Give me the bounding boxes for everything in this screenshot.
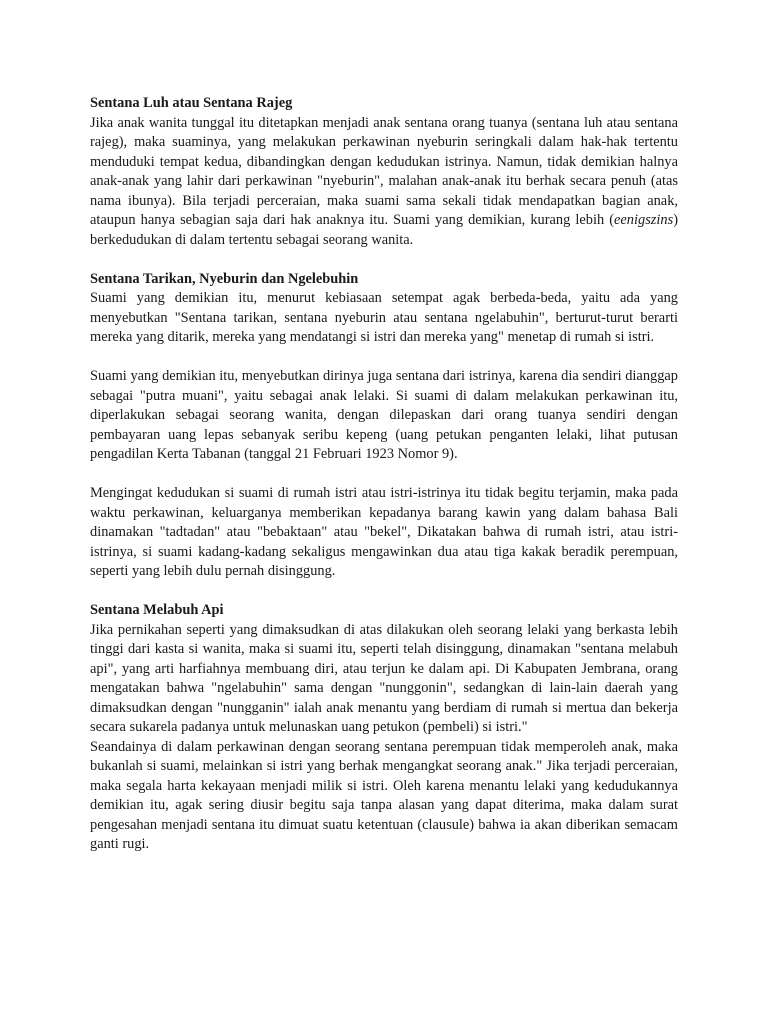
paragraph: [90, 114, 678, 251]
paragraph: Seandainya di dalam perkawinan dengan seorang sentana perempuan tidak memperoleh anak, maka bukanlah si suami, melainkan si istri yang berhak mengangkat seorang anak." Jika terjadi perceraian, maka segala harta kekayaan menjadi milik si istri. Oleh karena menantu lelaki yang kedudukannya demikian itu, agak sering diusir begitu saja tanpa alasan yang dapat diterima, maka dalam surat pengesahan menjadi sentana itu dimuat suatu ketentuan (clausule) bahwa ia akan diberikan semacam ganti rugi.: [90, 738, 678, 852]
section-sentana-melabuh-api: [90, 601, 678, 855]
spacer: [90, 250, 678, 270]
paragraph-text: Jika anak wanita tunggal itu ditetapkan menjadi anak sentana orang tuanya (sentana luh atau sentana rajeg), maka suaminya, yang melakukan perkawinan nyeburin seringkali dalam hak-hak tertentu menduduki tempat kedua, dibandingkan dengan kedudukan istrinya. Namun, tidak demikian halnya anak-anak yang lahir dari perkawinan "nyeburin", malahan anak-anak itu berhak secara penuh (atas nama ibunya). Bila terjadi perceraian, maka suami sama sekali tidak mendapatkan bagian anak, ataupun hanya sebagian saja dari hak anaknya itu. Suami yang demikian, kurang lebih (: [90, 114, 678, 228]
section-sentana-luh: [90, 94, 678, 250]
section-sentana-tarikan: [90, 270, 678, 582]
paragraph: Suami yang demikian itu, menyebutkan dirinya juga sentana dari istrinya, karena dia sendiri dianggap sebagai "putra muani", yaitu sebagai anak lelaki. Si suami di dalam melakukan perkawinan itu, diperlakukan sebagai seorang wanita, dengan dilepaskan dari orang tuanya sendiri dengan pembayaran uang lepas sebanyak seribu kepeng (uang petukan penganten lelaki, lihat putusan pengadilan Kerta Tabanan (tanggal 21 Februari 1923 Nomor 9).: [90, 368, 678, 462]
spacer: [90, 465, 678, 485]
section-heading: Sentana Luh atau Sentana Rajeg: [90, 95, 293, 111]
section-heading: Sentana Tarikan, Nyeburin dan Ngelebuhin: [90, 270, 359, 287]
paragraph: Jika pernikahan seperti yang dimaksudkan di atas dilakukan oleh seorang lelaki yang berkasta lebih tinggi dari kasta si wanita, maka si suami itu, seperti telah disinggung, dinamakan "sentana melabuh api", yang arti harfiahnya membuang diri, atau terjun ke dalam api. Di Kabupaten Jembrana, orang mengatakan bahwa "ngelabuhin" sama dengan "nunggonin", sedangkan di lain-lain daerah yang dimaksudkan dengan "nungganin" ialah anak menantu yang berdiam di rumah si mertua dan bekerja secara sukarela padanya untuk melunaskan uang petukon (pembeli) si istri.": [90, 621, 678, 735]
spacer: [90, 582, 678, 602]
spacer: [90, 348, 678, 368]
section-heading: Sentana Melabuh Api: [90, 602, 224, 618]
paragraph-text: ) berkedudukan di dalam tertentu sebagai seorang wanita.: [90, 212, 678, 248]
italic-term: eenigszins: [614, 212, 674, 228]
paragraph: Mengingat kedudukan si suami di rumah istri atau istri-istrinya itu tidak begitu terjamin, maka pada waktu perkawinan, keluarganya memberikan kepadanya barang kawin yang dalam bahasa Bali dinamakan "tadtadan" atau "bebaktaan" atau "bekel", Dikatakan bahwa di rumah istri, atau istri-istrinya, si suami kadang-kadang sekaligus mengawinkan dua atau tiga kakak beradik perempuan, seperti yang lebih dulu pernah disinggung.: [90, 485, 678, 579]
paragraph: Suami yang demikian itu, menurut kebiasaan setempat agak berbeda-beda, yaitu ada yang menyebutkan "Sentana tarikan, sentana nyeburin atau sentana ngelabuhin", berturut-turut berarti mereka yang ditarik, mereka yang mendatangi si istri dan mereka yang" menetap di rumah si istri.: [90, 290, 678, 345]
